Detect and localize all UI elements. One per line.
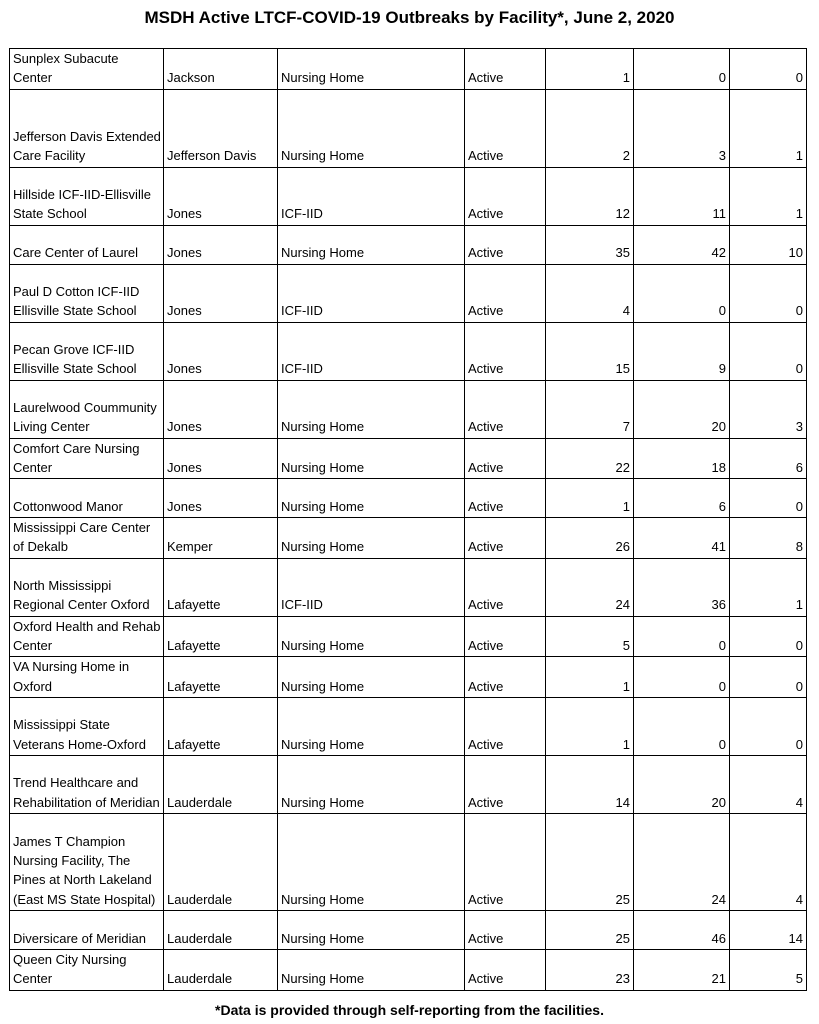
facility-cell: Paul D Cotton ICF-IID Ellisville State School (10, 264, 164, 322)
footnote: *Data is provided through self-reporting from the facilities. (215, 1002, 604, 1018)
type-cell: Nursing Home (278, 89, 465, 167)
count-cell: 0 (634, 697, 730, 755)
facility-cell: Pecan Grove ICF-IID Ellisville State School (10, 322, 164, 380)
type-cell: Nursing Home (278, 438, 465, 479)
count-cell: 1 (730, 89, 807, 167)
table-row (10, 225, 807, 264)
count-cell: 0 (730, 322, 807, 380)
county-cell: Jones (164, 322, 278, 380)
count-cell: 1 (546, 697, 634, 755)
count-cell: 4 (730, 755, 807, 813)
status-cell: Active (465, 616, 546, 657)
county-cell: Lafayette (164, 657, 278, 698)
table-row (10, 264, 807, 322)
count-cell: 46 (634, 910, 730, 949)
count-cell: 15 (546, 322, 634, 380)
status-cell: Active (465, 49, 546, 90)
status-cell: Active (465, 518, 546, 559)
count-cell: 3 (634, 89, 730, 167)
status-cell: Active (465, 380, 546, 438)
table-row (10, 949, 807, 990)
type-cell: ICF-IID (278, 322, 465, 380)
count-cell: 0 (730, 657, 807, 698)
facility-cell: James T Champion Nursing Facility, The Pines at North Lakeland (East MS State Hospital) (10, 813, 164, 910)
count-cell: 14 (730, 910, 807, 949)
status-cell: Active (465, 479, 546, 518)
status-cell: Active (465, 949, 546, 990)
count-cell: 21 (634, 949, 730, 990)
table-row (10, 697, 807, 755)
type-cell: Nursing Home (278, 49, 465, 90)
status-cell: Active (465, 558, 546, 616)
facility-cell: Queen City Nursing Center (10, 949, 164, 990)
facility-cell: Mississippi State Veterans Home-Oxford (10, 697, 164, 755)
count-cell: 1 (546, 479, 634, 518)
county-cell: Lauderdale (164, 910, 278, 949)
facility-cell: Diversicare of Meridian (10, 910, 164, 949)
county-cell: Jones (164, 438, 278, 479)
page-title: MSDH Active LTCF-COVID-19 Outbreaks by Facility*, June 2, 2020 (144, 8, 675, 27)
count-cell: 4 (546, 264, 634, 322)
county-cell: Jones (164, 479, 278, 518)
table-row (10, 657, 807, 698)
type-cell: Nursing Home (278, 479, 465, 518)
table-row (10, 438, 807, 479)
table-row (10, 380, 807, 438)
type-cell: Nursing Home (278, 616, 465, 657)
facility-cell: Comfort Care Nursing Center (10, 438, 164, 479)
count-cell: 18 (634, 438, 730, 479)
type-cell: ICF-IID (278, 167, 465, 225)
county-cell: Lafayette (164, 697, 278, 755)
type-cell: Nursing Home (278, 949, 465, 990)
status-cell: Active (465, 813, 546, 910)
facility-cell: Oxford Health and Rehab Center (10, 616, 164, 657)
county-cell: Jones (164, 167, 278, 225)
facility-cell: Sunplex Subacute Center (10, 49, 164, 90)
county-cell: Lauderdale (164, 813, 278, 910)
county-cell: Jefferson Davis (164, 89, 278, 167)
count-cell: 0 (730, 479, 807, 518)
count-cell: 0 (634, 616, 730, 657)
status-cell: Active (465, 438, 546, 479)
count-cell: 11 (634, 167, 730, 225)
table-row (10, 910, 807, 949)
facility-cell: VA Nursing Home in Oxford (10, 657, 164, 698)
count-cell: 25 (546, 813, 634, 910)
count-cell: 4 (730, 813, 807, 910)
count-cell: 1 (546, 49, 634, 90)
county-cell: Jackson (164, 49, 278, 90)
count-cell: 0 (730, 49, 807, 90)
status-cell: Active (465, 264, 546, 322)
county-cell: Jones (164, 264, 278, 322)
county-cell: Lauderdale (164, 755, 278, 813)
count-cell: 0 (730, 264, 807, 322)
count-cell: 0 (634, 264, 730, 322)
facility-cell: North Mississippi Regional Center Oxford (10, 558, 164, 616)
county-cell: Lafayette (164, 558, 278, 616)
count-cell: 20 (634, 380, 730, 438)
count-cell: 24 (634, 813, 730, 910)
type-cell: Nursing Home (278, 910, 465, 949)
facility-cell: Cottonwood Manor (10, 479, 164, 518)
table-row (10, 322, 807, 380)
count-cell: 22 (546, 438, 634, 479)
facility-cell: Laurelwood Coummunity Living Center (10, 380, 164, 438)
status-cell: Active (465, 697, 546, 755)
count-cell: 1 (546, 657, 634, 698)
status-cell: Active (465, 657, 546, 698)
status-cell: Active (465, 755, 546, 813)
county-cell: Lafayette (164, 616, 278, 657)
count-cell: 0 (634, 49, 730, 90)
table-row (10, 616, 807, 657)
count-cell: 8 (730, 518, 807, 559)
county-cell: Jones (164, 380, 278, 438)
status-cell: Active (465, 910, 546, 949)
type-cell: Nursing Home (278, 225, 465, 264)
status-cell: Active (465, 322, 546, 380)
count-cell: 9 (634, 322, 730, 380)
count-cell: 5 (546, 616, 634, 657)
type-cell: Nursing Home (278, 380, 465, 438)
count-cell: 41 (634, 518, 730, 559)
count-cell: 7 (546, 380, 634, 438)
count-cell: 6 (634, 479, 730, 518)
type-cell: Nursing Home (278, 755, 465, 813)
count-cell: 35 (546, 225, 634, 264)
table-row (10, 518, 807, 559)
count-cell: 25 (546, 910, 634, 949)
table-row (10, 755, 807, 813)
status-cell: Active (465, 167, 546, 225)
count-cell: 2 (546, 89, 634, 167)
county-cell: Lauderdale (164, 949, 278, 990)
count-cell: 12 (546, 167, 634, 225)
type-cell: Nursing Home (278, 813, 465, 910)
count-cell: 0 (730, 697, 807, 755)
count-cell: 36 (634, 558, 730, 616)
count-cell: 42 (634, 225, 730, 264)
count-cell: 23 (546, 949, 634, 990)
count-cell: 10 (730, 225, 807, 264)
table-body (10, 49, 807, 991)
status-cell: Active (465, 89, 546, 167)
facility-cell: Mississippi Care Center of Dekalb (10, 518, 164, 559)
count-cell: 1 (730, 558, 807, 616)
facility-cell: Hillside ICF-IID-Ellisville State School (10, 167, 164, 225)
count-cell: 14 (546, 755, 634, 813)
count-cell: 26 (546, 518, 634, 559)
table-row (10, 89, 807, 167)
facility-cell: Care Center of Laurel (10, 225, 164, 264)
type-cell: ICF-IID (278, 264, 465, 322)
count-cell: 3 (730, 380, 807, 438)
count-cell: 0 (634, 657, 730, 698)
table-row (10, 813, 807, 910)
status-cell: Active (465, 225, 546, 264)
facility-cell: Jefferson Davis Extended Care Facility (10, 89, 164, 167)
table-row (10, 167, 807, 225)
count-cell: 6 (730, 438, 807, 479)
type-cell: Nursing Home (278, 697, 465, 755)
table-row (10, 49, 807, 90)
count-cell: 24 (546, 558, 634, 616)
table-row (10, 479, 807, 518)
outbreaks-table (9, 48, 807, 991)
table-row (10, 558, 807, 616)
county-cell: Jones (164, 225, 278, 264)
count-cell: 20 (634, 755, 730, 813)
count-cell: 0 (730, 616, 807, 657)
county-cell: Kemper (164, 518, 278, 559)
count-cell: 5 (730, 949, 807, 990)
count-cell: 1 (730, 167, 807, 225)
type-cell: ICF-IID (278, 558, 465, 616)
facility-cell: Trend Healthcare and Rehabilitation of Meridian (10, 755, 164, 813)
type-cell: Nursing Home (278, 657, 465, 698)
type-cell: Nursing Home (278, 518, 465, 559)
